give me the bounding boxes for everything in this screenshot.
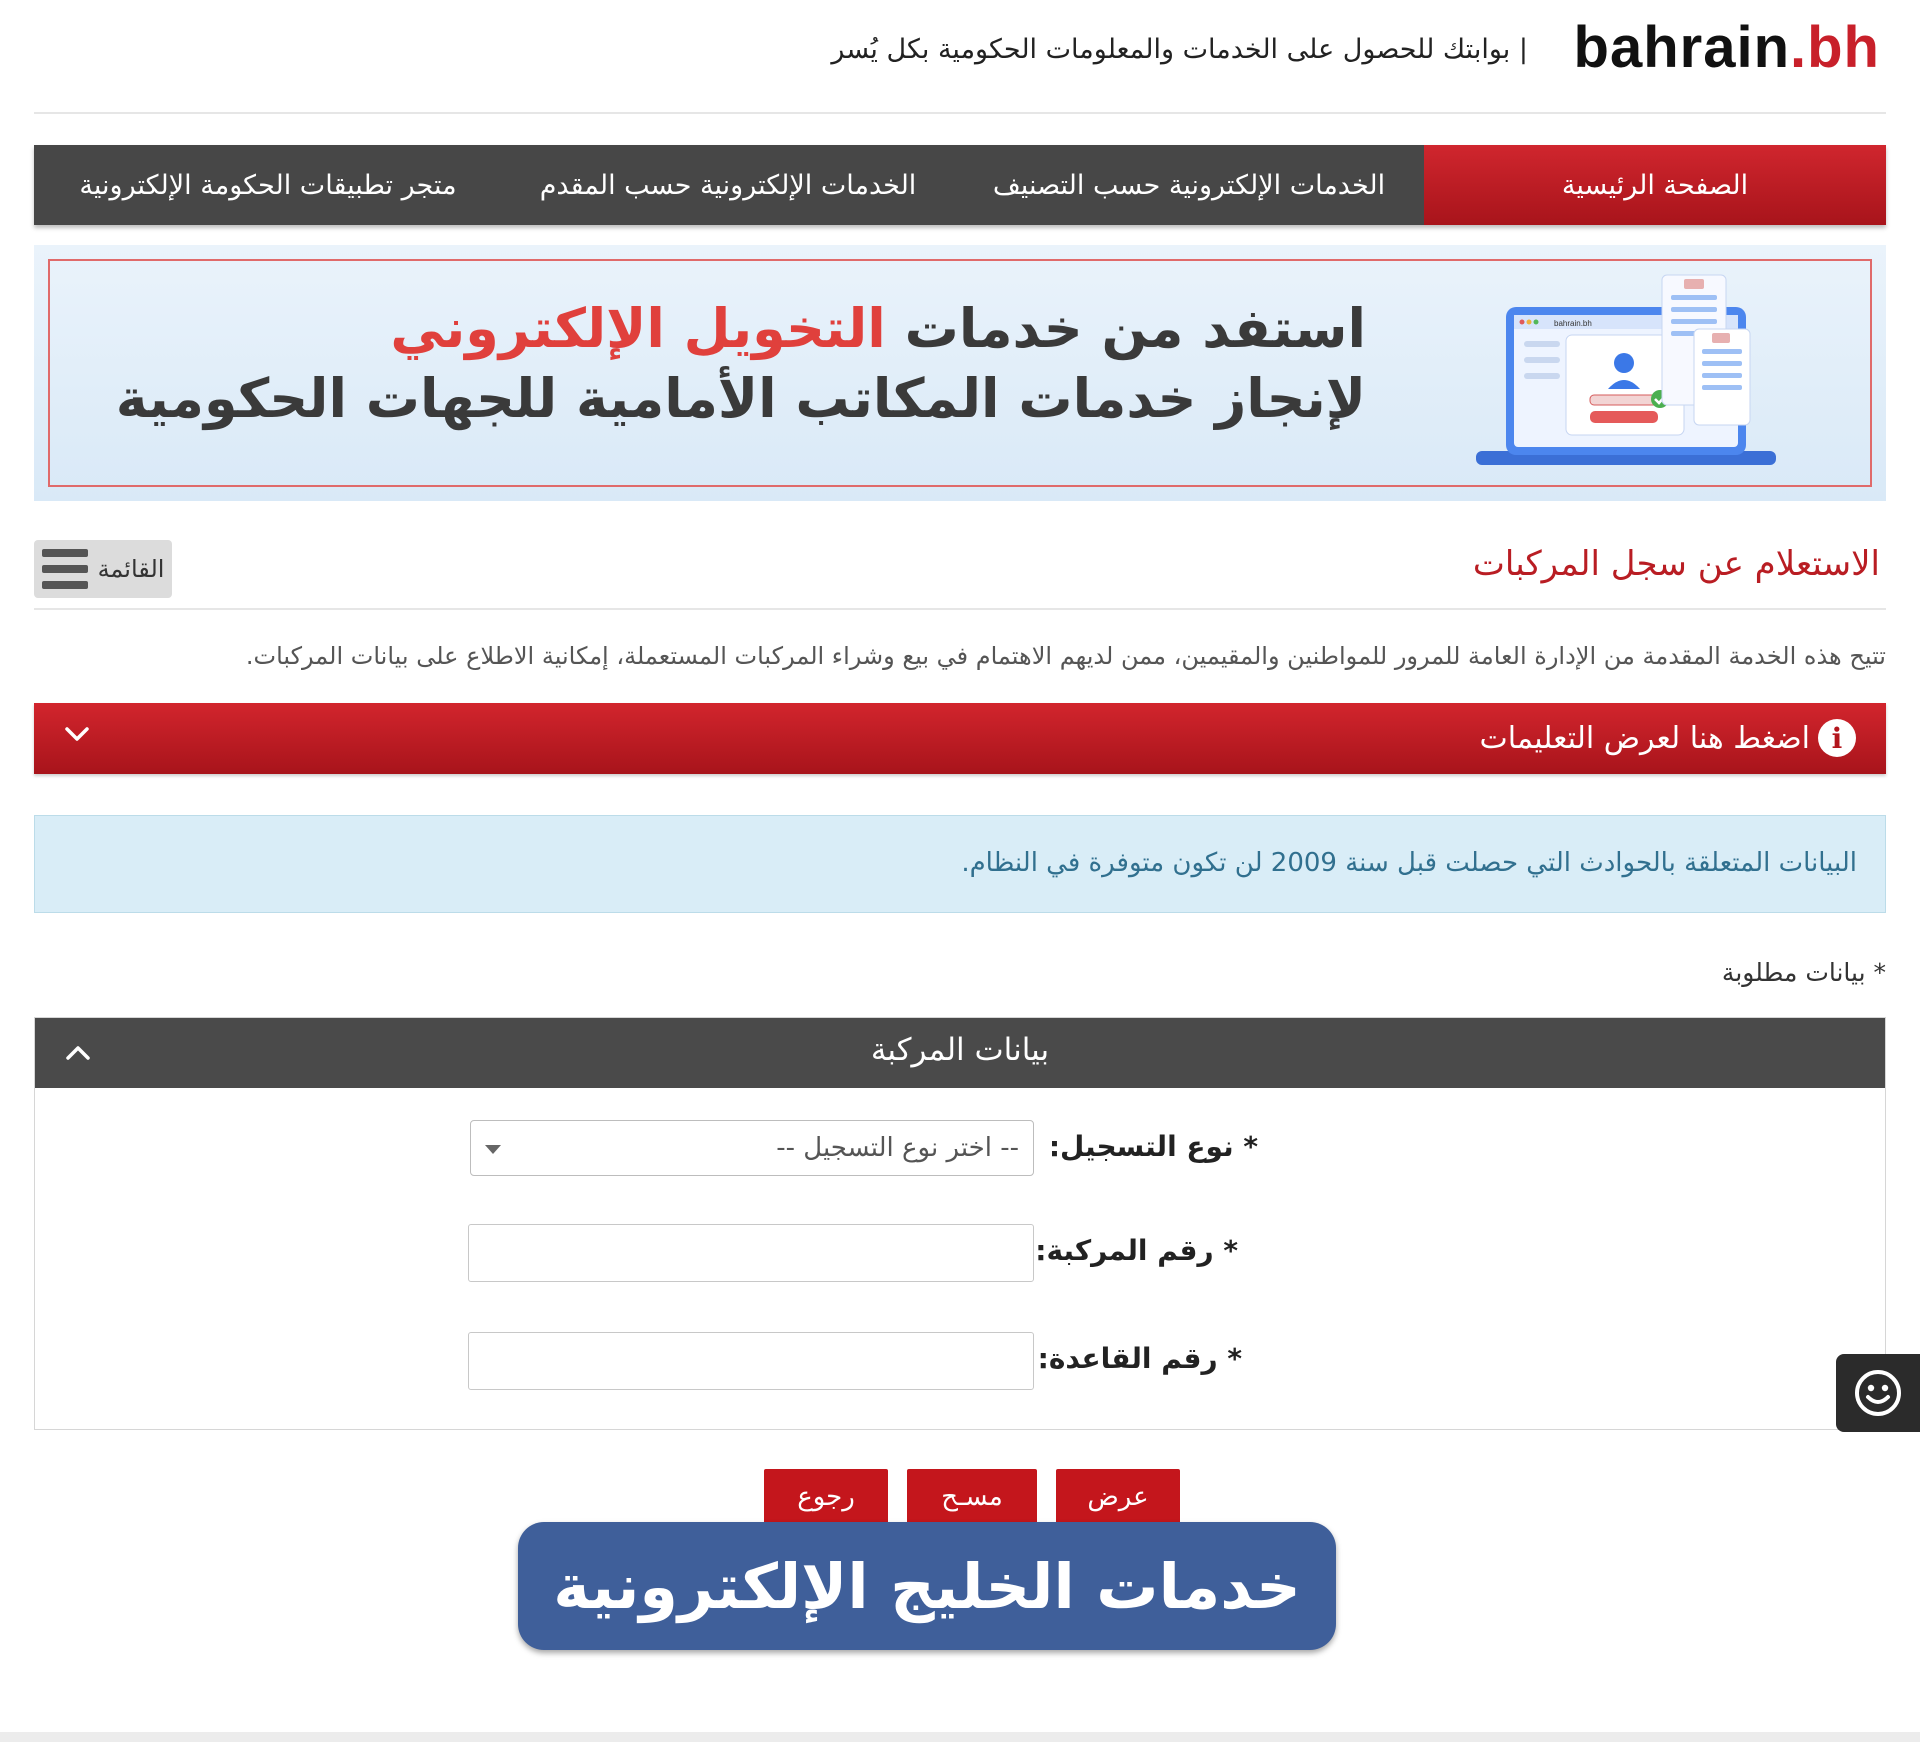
clear-button[interactable]: مسـح [907, 1469, 1037, 1525]
reg-type-select[interactable] [470, 1120, 1034, 1176]
vehicle-number-label: * رقم المركبة: [1035, 1234, 1238, 1267]
screen-logo: bahrain.bh [1554, 319, 1592, 328]
info-alert [34, 815, 1886, 913]
view-button[interactable]: عرض [1056, 1469, 1180, 1525]
panel-title: بيانات المركبة [870, 1032, 1050, 1068]
promo-banner[interactable] [34, 245, 1886, 501]
banner-headline-2: لإنجاز خدمات المكاتب الأمامية للجهات الحكومية [115, 367, 1366, 430]
reg-type-label: * نوع التسجيل: [1048, 1130, 1258, 1163]
service-description: تتيح هذه الخدمة المقدمة من الإدارة العامة للمرور للمواطنين والمقيمين، ممن لديهم الاهتمام في بيع وشراء المركبات المستعملة، إمكانية الاطلاع على بيانات المركبات. [245, 642, 1886, 670]
chevron-up-icon[interactable] [63, 1038, 93, 1068]
watermark-text: خدمات الخليج الإلكترونية [553, 1549, 1301, 1623]
feedback-tab[interactable] [1836, 1354, 1920, 1432]
info-icon: i [1818, 719, 1856, 757]
hamburger-icon [42, 549, 88, 589]
page-bottom-strip [0, 1732, 1920, 1742]
nav-item-services-by-provider[interactable]: الخدمات الإلكترونية حسب المقدم [539, 169, 917, 201]
back-button[interactable]: رجوع [764, 1469, 888, 1525]
instructions-label: اضغط هنا لعرض التعليمات [1479, 721, 1810, 756]
gulf-services-watermark [518, 1522, 1336, 1650]
dropdown-caret-icon [485, 1145, 501, 1154]
instructions-toggle[interactable] [34, 703, 1886, 774]
laptop-illustration [1466, 265, 1786, 475]
alert-text: البيانات المتعلقة بالحوادث التي حصلت قبل سنة 2009 لن تكون متوفرة في النظام. [961, 848, 1857, 878]
panel-header[interactable] [35, 1018, 1885, 1088]
reg-type-placeholder: -- اختر نوع التسجيل -- [776, 1133, 1019, 1163]
menu-button[interactable] [34, 540, 172, 598]
smiley-icon [1853, 1368, 1903, 1418]
nav-item-egov-app-store[interactable]: متجر تطبيقات الحكومة الإلكترونية [79, 169, 457, 201]
menu-label: القائمة [97, 555, 165, 583]
nav-item-services-by-category[interactable]: الخدمات الإلكترونية حسب التصنيف [992, 169, 1386, 201]
chevron-down-icon [62, 719, 92, 749]
required-note: * بيانات مطلوبة [1721, 958, 1886, 987]
base-number-input[interactable] [468, 1332, 1034, 1390]
title-divider [34, 608, 1886, 610]
vehicle-number-input[interactable] [468, 1224, 1034, 1282]
header-divider [34, 112, 1886, 114]
page-title: الاستعلام عن سجل المركبات [1472, 544, 1880, 584]
base-number-label: * رقم القاعدة: [1037, 1342, 1242, 1375]
main-nav [34, 145, 1886, 225]
site-logo[interactable]: bahrain.bh [1573, 15, 1880, 80]
banner-headline-1: استفد من خدمات التخويل الإلكتروني [390, 297, 1366, 360]
nav-item-home[interactable]: الصفحة الرئيسية [1424, 145, 1886, 225]
site-tagline: | بوابتك للحصول على الخدمات والمعلومات الحكومية بكل يُسر [831, 34, 1528, 65]
